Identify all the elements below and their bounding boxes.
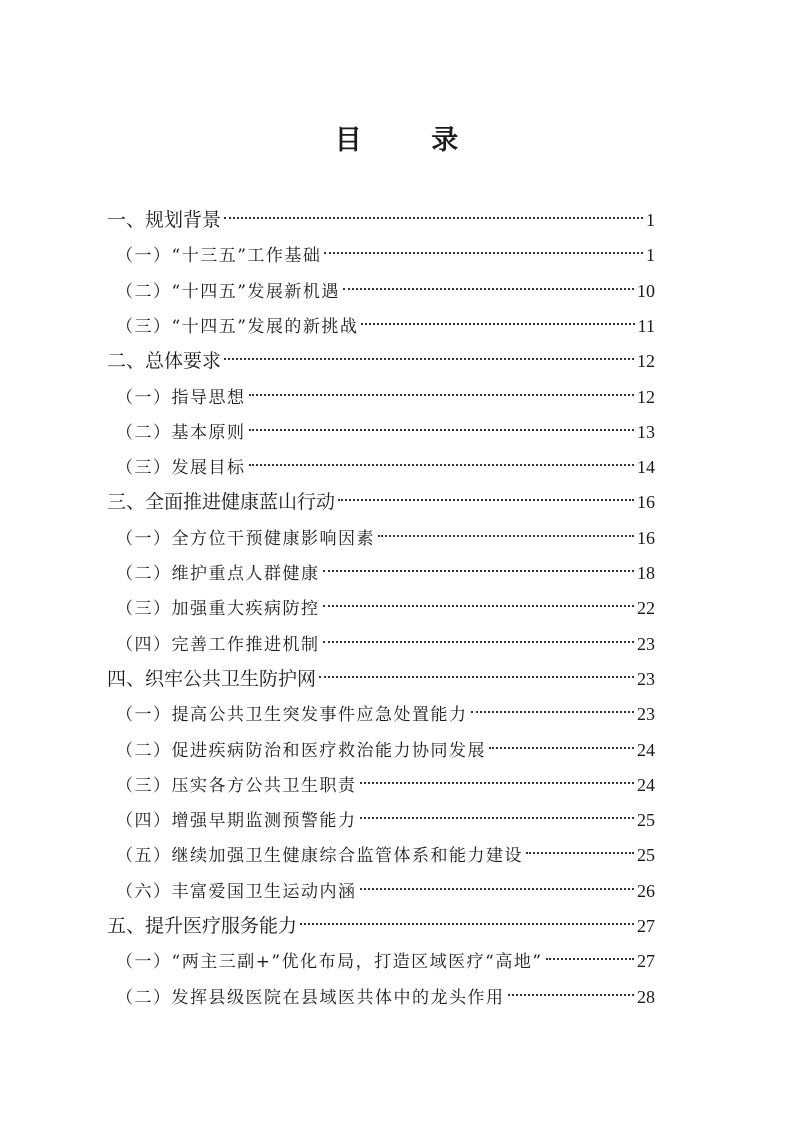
- toc-page-number: 27: [637, 951, 655, 972]
- toc-dot-leader: [360, 782, 635, 784]
- toc-dot-leader: [323, 570, 635, 572]
- toc-section-entry[interactable]: [116, 415, 655, 449]
- toc-section-entry[interactable]: [116, 591, 655, 625]
- toc-dot-leader: [249, 464, 635, 466]
- toc-section-entry[interactable]: [116, 450, 655, 484]
- toc-entry-label: （三）“十四五”发展的新挑战: [116, 316, 359, 337]
- toc-entry-label: （六）丰富爱国卫生运动内涵: [116, 881, 357, 902]
- toc-chapter-entry[interactable]: [107, 485, 655, 519]
- toc-section-entry[interactable]: [116, 238, 655, 272]
- toc-page-number: 23: [637, 633, 655, 654]
- toc-page-number: 28: [637, 986, 655, 1007]
- toc-entry-label: （四）完善工作推进机制: [116, 634, 320, 655]
- toc-entry-label: （一）全方位干预健康影响因素: [116, 528, 375, 549]
- toc-entry-label: （一）提高公共卫生突发事件应急处置能力: [116, 705, 468, 726]
- toc-entry-label: （二）“十四五”发展新机遇: [116, 281, 340, 302]
- toc-dot-leader: [343, 288, 634, 290]
- toc-section-entry[interactable]: [116, 556, 655, 590]
- toc-dot-leader: [224, 358, 634, 360]
- toc-entry-label: （一）“十三五”工作基础: [116, 246, 322, 267]
- toc-dot-leader: [323, 605, 635, 607]
- toc-section-entry[interactable]: [116, 874, 655, 908]
- toc-section-entry[interactable]: [116, 944, 655, 978]
- toc-page-number: 1: [646, 245, 655, 266]
- toc-dot-leader: [546, 958, 634, 960]
- toc-entry-label: （三）加强重大疾病防控: [116, 599, 320, 620]
- toc-dot-leader: [471, 711, 635, 713]
- toc-dot-leader: [489, 747, 634, 749]
- toc-page-number: 16: [637, 492, 655, 513]
- toc-page-number: 18: [637, 563, 655, 583]
- toc-page-number: 26: [637, 880, 655, 901]
- toc-entry-label: （三）压实各方公共卫生职责: [116, 775, 357, 796]
- toc-section-entry[interactable]: [116, 768, 655, 802]
- toc-page-number: 12: [637, 351, 655, 372]
- toc-entry-label: 三、全面推进健康蓝山行动: [107, 491, 336, 514]
- toc-section-entry[interactable]: [116, 627, 655, 661]
- toc-entry-label: （三）发展目标: [116, 458, 246, 479]
- toc-page-number: 14: [637, 457, 655, 478]
- toc-page-number: 23: [637, 704, 655, 725]
- toc-dot-leader: [323, 641, 635, 643]
- toc-entry-label: （一）指导思想: [116, 387, 246, 408]
- toc-page-number: 1: [646, 210, 655, 230]
- toc-dot-leader: [360, 888, 635, 890]
- toc-dot-leader: [300, 923, 634, 925]
- toc-page-number: 13: [637, 421, 655, 442]
- toc-section-entry[interactable]: [116, 803, 655, 837]
- toc-section-entry[interactable]: [116, 838, 655, 872]
- toc-dot-leader: [319, 676, 634, 678]
- toc-entry-label: （二）发挥县级医院在县域医共体中的龙头作用: [116, 987, 505, 1008]
- toc-section-entry[interactable]: [116, 274, 655, 308]
- toc-section-entry[interactable]: [116, 733, 655, 767]
- toc-entry-label: （一）“两主三副+”优化布局，打造区域医疗“高地”: [116, 952, 543, 973]
- toc-page-number: 24: [637, 774, 655, 795]
- toc-section-entry[interactable]: [116, 697, 655, 731]
- toc-dot-leader: [360, 817, 635, 819]
- toc-dot-leader: [378, 535, 634, 537]
- toc-page-number: 27: [637, 916, 655, 936]
- toc-chapter-entry[interactable]: [107, 909, 655, 943]
- toc-section-entry[interactable]: [116, 380, 655, 414]
- toc-entry-label: （四）增强早期监测预警能力: [116, 811, 357, 832]
- page-title: 目 录: [334, 125, 489, 156]
- toc-page-number: 10: [637, 280, 655, 301]
- toc-dot-leader: [508, 994, 635, 996]
- toc-dot-leader: [338, 499, 634, 501]
- toc-dot-leader: [361, 323, 634, 325]
- toc-page-number: 22: [637, 598, 655, 619]
- toc-entry-label: 四、织牢公共卫生防护网: [107, 667, 317, 690]
- toc-entry-label: （二）促进疾病防治和医疗救治能力协同发展: [116, 740, 486, 761]
- toc-page-number: 11: [637, 315, 655, 336]
- toc-dot-leader: [249, 429, 635, 431]
- toc-entry-label: （二）基本原则: [116, 422, 246, 443]
- toc-chapter-entry[interactable]: [107, 203, 655, 237]
- toc-dot-leader: [249, 394, 635, 396]
- toc-section-entry[interactable]: [116, 521, 655, 555]
- toc-entry-label: （五）继续加强卫生健康综合监管体系和能力建设: [116, 846, 523, 867]
- toc-page-number: 25: [637, 810, 655, 831]
- toc-dot-leader: [324, 252, 643, 254]
- toc-entry-label: （二）维护重点人群健康: [116, 564, 320, 584]
- toc-chapter-entry[interactable]: [107, 662, 655, 696]
- toc-page-number: 23: [637, 668, 655, 689]
- toc-entry-label: 五、提升医疗服务能力: [107, 915, 298, 937]
- toc-dot-leader: [224, 217, 643, 219]
- toc-entry-label: 一、规划背景: [107, 209, 222, 231]
- toc-page-number: 12: [637, 386, 655, 407]
- toc-page-number: 25: [637, 845, 655, 866]
- toc-chapter-entry[interactable]: [107, 344, 655, 378]
- toc-page-number: 24: [637, 739, 655, 760]
- toc-page-number: 16: [637, 527, 655, 548]
- toc-entry-label: 二、总体要求: [107, 350, 222, 373]
- toc-dot-leader: [526, 852, 634, 854]
- toc-section-entry[interactable]: [116, 309, 655, 343]
- toc-section-entry[interactable]: [116, 980, 655, 1014]
